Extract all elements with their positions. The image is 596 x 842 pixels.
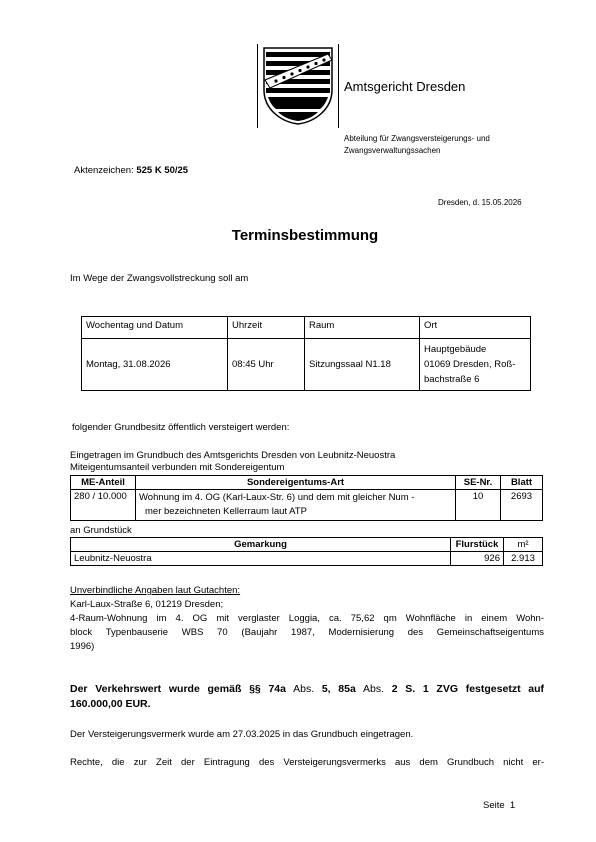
intro-text: Im Wege der Zwangsvollstreckung soll am bbox=[70, 273, 249, 284]
register-line-2: Miteigentumsanteil verbunden mit Sondereigentum bbox=[70, 462, 285, 473]
appraisal-desc-line-1: 4-Raum-Wohnung im 4. OG mit verglaster Loggia, ca. 75,62 qm Wohnfläche in einem Wohn- bbox=[70, 613, 544, 624]
value-text-b: Abs. bbox=[285, 683, 322, 695]
col-header-type: Sondereigentums-Art bbox=[136, 476, 456, 490]
termin-date: Montag, 31.08.2026 bbox=[82, 339, 228, 391]
appraisal-heading: Unverbindliche Angaben laut Gutachten: bbox=[70, 585, 241, 596]
header-divider-left bbox=[257, 44, 258, 128]
termin-row bbox=[82, 339, 531, 391]
appraisal-address: Karl-Laux-Straße 6, 01219 Dresden; bbox=[70, 599, 224, 610]
termin-place bbox=[420, 339, 531, 391]
case-reference bbox=[74, 165, 188, 176]
col-header-sheet: Blatt bbox=[501, 476, 543, 490]
page-number: Seite 1 bbox=[483, 800, 516, 811]
sheet-value: 2693 bbox=[501, 490, 543, 521]
ownership-share-table bbox=[70, 475, 543, 521]
auction-text: folgender Grundbesitz öffentlich versteigert werden: bbox=[72, 422, 290, 433]
court-name: Amtsgericht Dresden bbox=[344, 79, 466, 94]
register-line-1: Eingetragen im Grundbuch des Amtsgerichts Dresden von Leubnitz-Neuostra bbox=[70, 450, 396, 461]
col-header-se-nr: SE-Nr. bbox=[456, 476, 501, 490]
termin-time: 08:45 Uhr bbox=[228, 339, 305, 391]
rights-text: Rechte, die zur Zeit der Eintragung des Versteigerungsvermerks aus dem Grundbuch nicht er- bbox=[70, 757, 544, 768]
type-value bbox=[136, 490, 456, 521]
department-line-1: Abteilung für Zwangsversteigerungs- und bbox=[344, 134, 490, 143]
gemarkung-value: Leubnitz-Neuostra bbox=[71, 552, 451, 566]
col-header-place: Ort bbox=[420, 317, 531, 339]
parcel-value: 926 bbox=[451, 552, 504, 566]
saxony-coat-of-arms-icon bbox=[262, 46, 334, 126]
area-value: 2.913 bbox=[504, 552, 543, 566]
case-number: 525 K 50/25 bbox=[136, 165, 189, 176]
value-text-d: Abs. bbox=[355, 683, 392, 695]
type-line-1: Wohnung im 4. OG (Karl-Laux-Str. 6) und dem mit gleicher Num - bbox=[139, 492, 415, 503]
se-nr-value: 10 bbox=[456, 490, 501, 521]
termin-header-row bbox=[82, 317, 531, 339]
ownership-row bbox=[71, 490, 543, 521]
market-value-amount: 160.000,00 EUR. bbox=[70, 698, 151, 710]
place-date: Dresden, d. 15.05.2026 bbox=[438, 198, 522, 207]
market-value-line-1 bbox=[70, 683, 544, 695]
department-line-2: Zwangsverwaltungssachen bbox=[344, 146, 441, 155]
parcel-row bbox=[71, 552, 543, 566]
case-label: Aktenzeichen: bbox=[74, 165, 134, 176]
termin-room: Sitzungssaal N1.18 bbox=[305, 339, 420, 391]
header-divider-right bbox=[338, 44, 339, 128]
appraisal-desc-line-3: 1996) bbox=[70, 641, 95, 652]
document-title: Terminsbestimmung bbox=[231, 227, 379, 244]
termin-place-line-1: Hauptgebäude bbox=[424, 344, 487, 355]
value-text-c: 5, 85a bbox=[321, 683, 356, 695]
termin-table bbox=[81, 316, 531, 391]
col-header-date: Wochentag und Datum bbox=[82, 317, 228, 339]
type-line-2: mer bezeichneten Kellerraum laut ATP bbox=[145, 506, 307, 517]
parcel-header-row bbox=[71, 538, 543, 552]
parcel-table bbox=[70, 537, 543, 566]
col-header-room: Raum bbox=[305, 317, 420, 339]
share-value: 280 / 10.000 bbox=[71, 490, 136, 521]
value-text-e: 2 S. 1 ZVG festgesetzt auf bbox=[391, 683, 545, 695]
col-header-time: Uhrzeit bbox=[228, 317, 305, 339]
col-header-parcel: Flurstück bbox=[451, 538, 504, 552]
auction-note: Der Versteigerungsvermerk wurde am 27.03.2025 in das Grundbuch eingetragen. bbox=[70, 729, 414, 740]
grundstueck-label: an Grundstück bbox=[70, 525, 132, 536]
ownership-header-row bbox=[71, 476, 543, 490]
col-header-share: ME-Anteil bbox=[71, 476, 136, 490]
value-text-a: Der Verkehrswert wurde gemäß §§ 74a bbox=[70, 683, 286, 695]
col-header-area: m² bbox=[504, 538, 543, 552]
termin-place-line-2: 01069 Dresden, Roß- bbox=[424, 359, 516, 370]
termin-place-line-3: bachstraße 6 bbox=[424, 374, 480, 385]
appraisal-desc-line-2: block Typenbauserie WBS 70 (Baujahr 1987, Modernisierung des Gemeinschaftseigentums bbox=[70, 627, 544, 638]
col-header-gemarkung: Gemarkung bbox=[71, 538, 451, 552]
